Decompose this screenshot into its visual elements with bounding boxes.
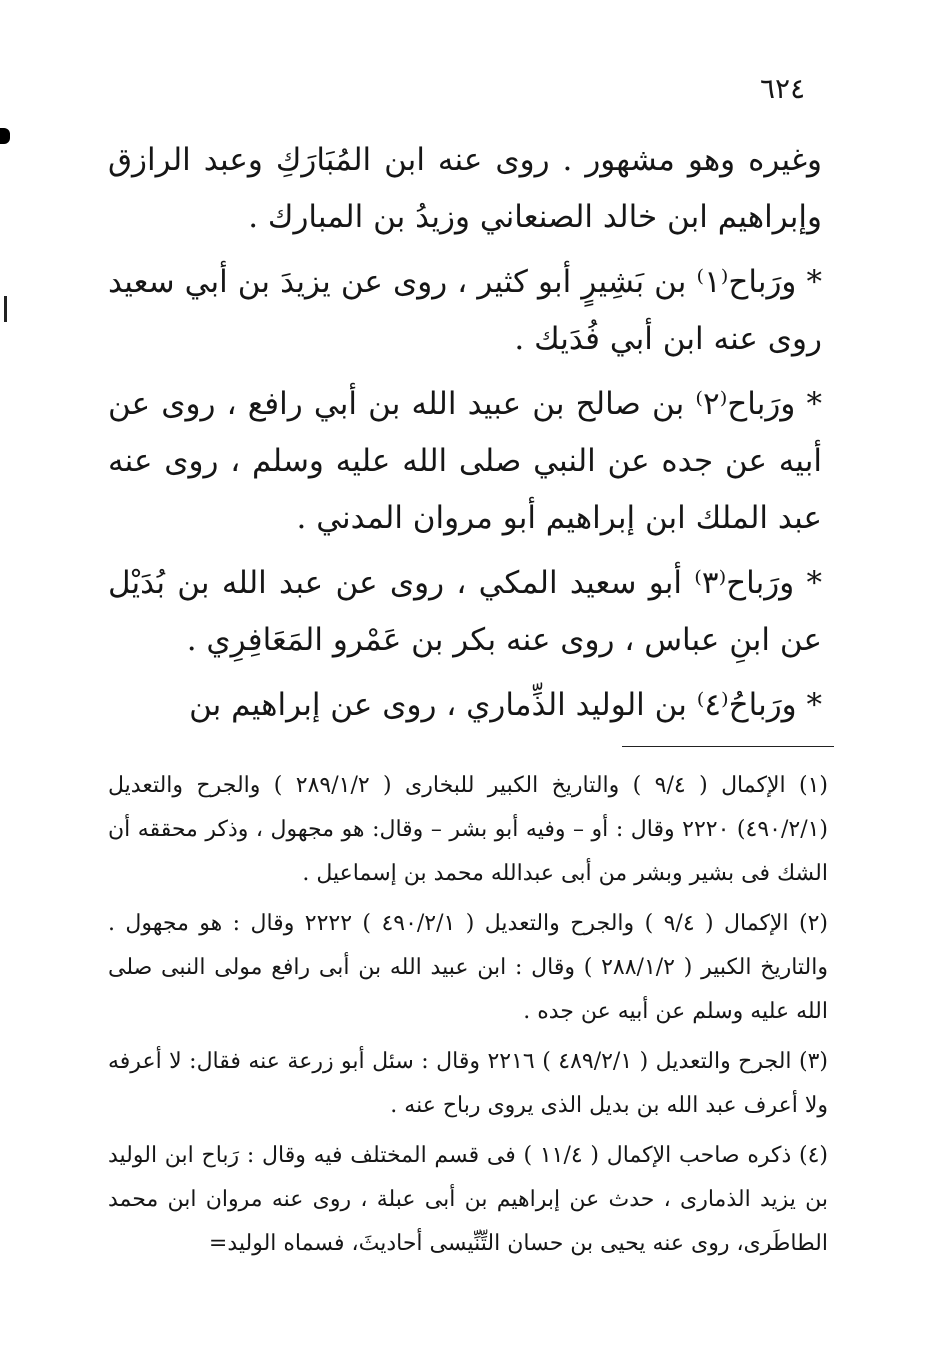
footnotes-section bbox=[108, 764, 828, 1272]
margin-tick-mark bbox=[4, 296, 7, 322]
main-text-body bbox=[108, 132, 822, 742]
entry-rabah-ibn-salih: * ورَباح⁽٢⁾ بن صالح بن عبيد الله بن أبي رافع ، روى عن أبيه عن جده عن النبي صلى الله عليه وسلم ، روى عنه عبد الملك ابن إبراهيم أبو مروان المدني . bbox=[108, 386, 822, 536]
entry-rabah-ibn-bashir: * ورَباح⁽١⁾ بن بَشِيرٍ أبو كثير ، روى عن يزيدَ بن أبي سعيد روى عنه ابن أبي فُدَيك . bbox=[108, 264, 822, 357]
footnote-2: (٢) الإكمال ( ٩/٤ ) والجرح والتعديل ( ٤٩٠/٢/١ ) ٢٢٢٢ وقال : هو مجهول . والتاريخ الكبير ( ٢٨٨/١/٢ ) وقال : ابن عبيد الله بن أبى رافع مولى النبى صلى الله عليه وسلم عن أبيه عن جده . bbox=[108, 911, 829, 1024]
footnote-4: (٤) ذكره صاحب الإكمال ( ١١/٤ ) فى قسم المختلف فيه وقال : رَباح ابن الوليد بن يزيد الذمارى ، حدث عن إبراهيم بن أبى عبلة ، روى عنه مروان ابن محمد الطاطَرى، روى عنه يحيى بن حسان التِّنِّيسى أحاديثَ، فسماه الوليد= bbox=[108, 1143, 828, 1256]
footnote-1: (١) الإكمال ( ٩/٤ ) والتاريخ الكبير للبخارى ( ٢٨٩/١/٢ ) والجرح والتعديل (٤٩٠/٢/١) ٢٢٢٠ وقال : أو – وفيه أبو بشر – وقال: هو مجهول ، وذكر محققه أن الشك فى بشير وبشر من أبى عبدالله محمد بن إسماعيل . bbox=[108, 773, 829, 886]
entry-rabah-ibn-al-walid: * ورَباحُ⁽٤⁾ بن الوليد الذِّماري ، روى عن إبراهيم بن bbox=[189, 687, 822, 723]
paragraph-continuation: وغيره وهو مشهور . روى عنه ابن المُبَارَكِ وعبد الرازق وإبراهيم ابن خالد الصنعاني وزيدُ بن المبارك . bbox=[108, 142, 822, 235]
footnote-separator-rule bbox=[622, 746, 834, 747]
margin-ink-mark bbox=[0, 128, 10, 144]
page-number: ٦٢٤ bbox=[760, 72, 806, 105]
entry-rabah-abu-said: * ورَباح⁽٣⁾ أبو سعيد المكي ، روى عن عبد الله بن بُدَيْل عن ابنِ عباس ، روى عنه بكر بن عَمْرو المَعَافِرِي . bbox=[108, 565, 822, 658]
footnote-3: (٣) الجرح والتعديل ( ٤٨٩/٢/١ ) ٢٢١٦ وقال : سئل أبو زرعة عنه فقال: لا أعرفه ولا أعرف عبد الله بن بديل الذى يروى رباح عنه . bbox=[108, 1049, 828, 1118]
